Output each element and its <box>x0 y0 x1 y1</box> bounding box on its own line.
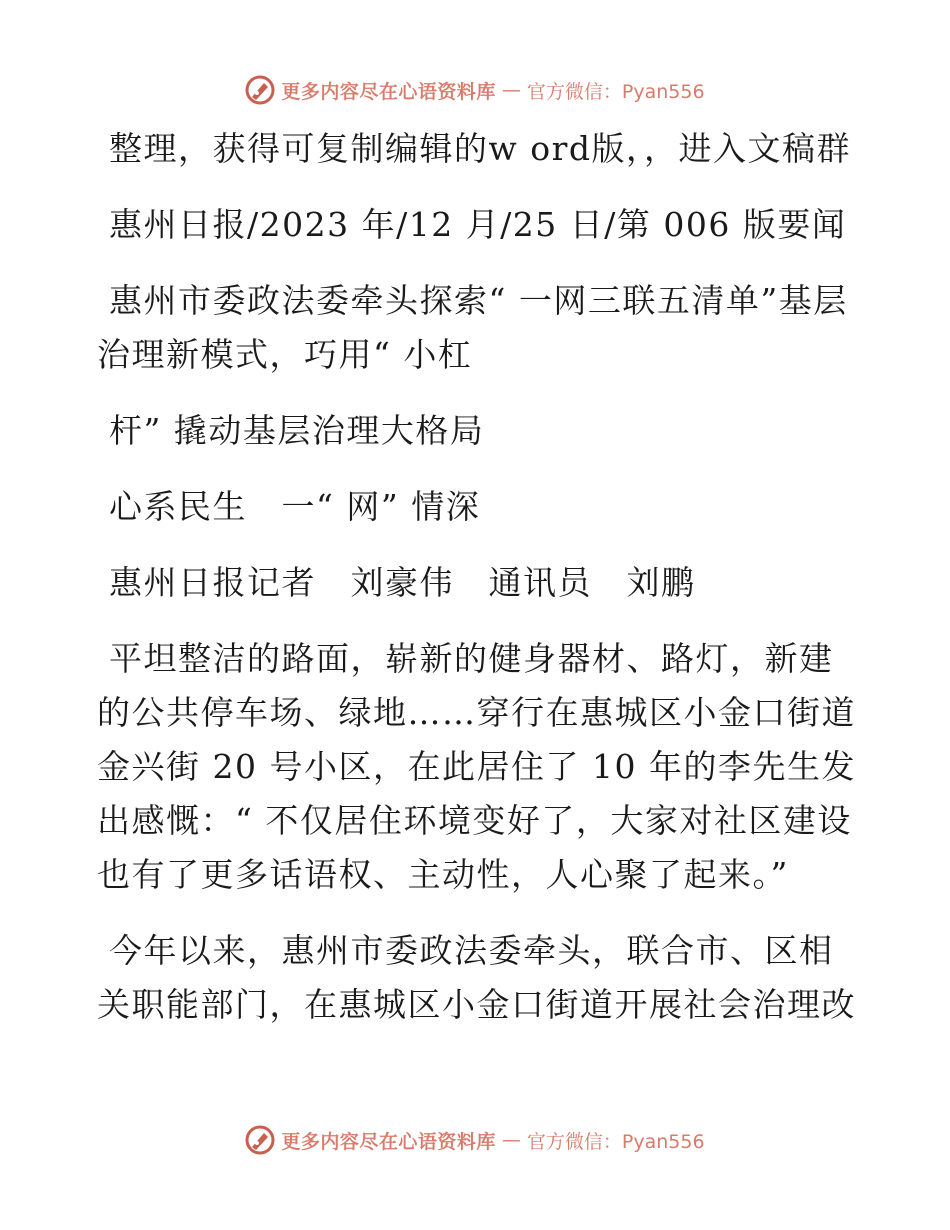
banner-wechat: 官方微信：Pyan556 <box>526 1130 705 1153</box>
banner-wechat: 官方微信：Pyan556 <box>526 80 705 103</box>
pen-logo-icon <box>245 75 275 105</box>
pen-logo-icon <box>245 1125 275 1155</box>
banner-title: 更多内容尽在心语资料库 <box>281 80 496 103</box>
paragraph-body-1: 平坦整洁的路面，崭新的健身器材、路灯，新建的公共停车场、绿地……穿行在惠城区小金口街道金兴街 20 号小区，在此居住了 10 年的李先生发出感慨：“ 不仅居住环境变好了，大家对社区建设也有了更多话语权、主动性，人心聚了起来。” <box>97 639 856 894</box>
paragraph-subtitle: 心系民生 一“ 网” 情深 <box>109 487 481 526</box>
paragraph-source: 惠州日报/2023 年/12 月/25 日/第 006 版要闻 <box>109 205 847 244</box>
paragraph-headline-2: 杆” 撬动基层治理大格局 <box>109 411 485 450</box>
banner-separator: — <box>501 1129 521 1151</box>
header-banner <box>0 70 950 110</box>
banner-separator: — <box>501 79 521 101</box>
document-body <box>97 122 857 1054</box>
paragraph-intro: 整理，获得可复制编辑的w ord版，，进入文稿群 <box>109 129 852 168</box>
footer-banner <box>0 1120 950 1160</box>
paragraph-headline-1: 惠州市委政法委牵头探索“ 一网三联五清单”基层治理新模式，巧用“ 小杠 <box>97 281 848 374</box>
paragraph-body-2: 今年以来，惠州市委政法委牵头，联合市、区相关职能部门，在惠城区小金口街道开展社会治理改 <box>97 931 856 1024</box>
paragraph-byline: 惠州日报记者 刘豪伟 通讯员 刘鹏 <box>109 563 696 602</box>
banner-title: 更多内容尽在心语资料库 <box>281 1130 496 1153</box>
